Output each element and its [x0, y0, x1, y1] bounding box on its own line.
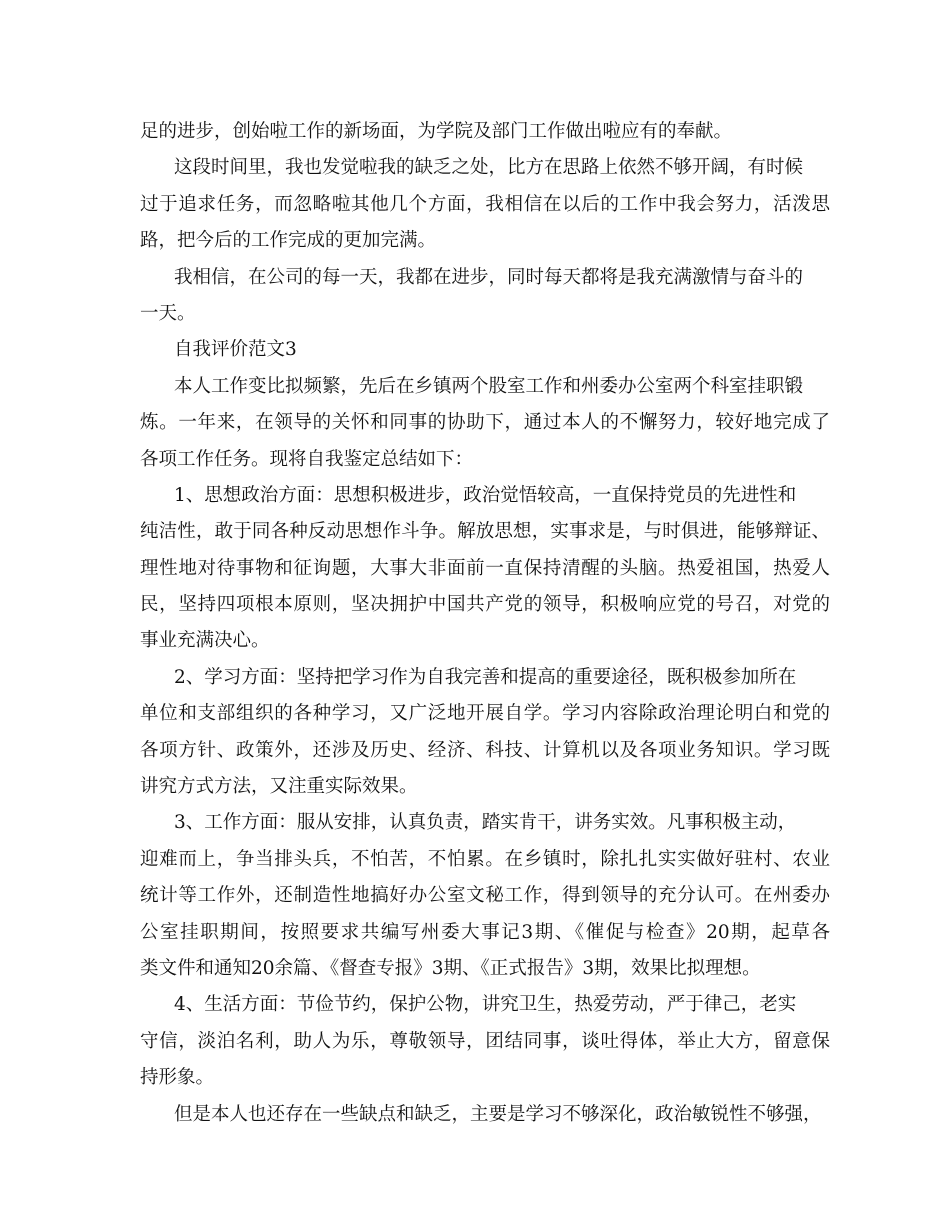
paragraph-line: 但是本人也还存在一些缺点和缺乏，主要是学习不够深化，政治敏锐性不够强，	[174, 1103, 822, 1125]
paragraph-line: 本人工作变比拟频繁，先后在乡镇两个股室工作和州委办公室两个科室挂职锻	[174, 375, 804, 397]
paragraph-line: 炼。一年来，在领导的关怀和同事的协助下，通过本人的不懈努力，较好地完成了	[140, 412, 830, 434]
paragraph-line: 理性地对待事物和征询题，大事大非面前一直保持清醒的头脑。热爱祖国，热爱人	[140, 557, 830, 579]
paragraph-line: 路，把今后的工作完成的更加完满。	[140, 230, 437, 252]
paragraph-line: 4、生活方面：节俭节约，保护公物，讲究卫生，热爱劳动，严于律己，老实	[174, 994, 797, 1016]
paragraph-line: 类文件和通知20余篇、《督查专报》3期、《正式报告》3期，效果比拟理想。	[140, 957, 761, 979]
paragraph-line: 一天。	[140, 302, 196, 324]
paragraph-line: 公室挂职期间，按照要求共编写州委大事记3期、《催促与检查》20期，起草各	[140, 921, 830, 943]
paragraph-line: 纯洁性，敢于同各种反动思想作斗争。解放思想，实事求是，与时俱进，能够辩证、	[140, 521, 830, 543]
paragraph-line: 2、学习方面：坚持把学习作为自我完善和提高的重要途径，既积极参加所在	[174, 666, 797, 688]
paragraph-line: 持形象。	[140, 1067, 215, 1089]
paragraph-line: 讲究方式方法，又注重实际效果。	[140, 776, 418, 798]
paragraph-line: 统计等工作外，还制造性地搞好办公室文秘工作，得到领导的充分认可。在州委办	[140, 885, 830, 907]
paragraph-line: 各项工作任务。现将自我鉴定总结如下：	[140, 448, 474, 470]
paragraph-line: 单位和支部组织的各种学习，又广泛地开展自学。学习内容除政治理论明白和党的	[140, 703, 830, 725]
paragraph-line: 守信，淡泊名利，助人为乐，尊敬领导，团结同事，谈吐得体，举止大方，留意保	[140, 1030, 830, 1052]
paragraph-line: 足的进步，创始啦工作的新场面，为学院及部门工作做出啦应有的奉献。	[140, 121, 733, 142]
section-heading: 自我评价范文3	[174, 339, 297, 361]
paragraph-line: 民，坚持四项根本原则，坚决拥护中国共产党的领导，积极响应党的号召，对党的	[140, 594, 830, 616]
paragraph-line: 事业充满决心。	[140, 630, 270, 652]
paragraph-line: 3、工作方面：服从安排，认真负责，踏实肯干，讲务实效。凡事积极主动，	[174, 812, 797, 834]
paragraph-line: 我相信，在公司的每一天，我都在进步，同时每天都将是我充满激情与奋斗的	[174, 266, 804, 288]
paragraph-line: 过于追求任务，而忽略啦其他几个方面，我相信在以后的工作中我会努力，活泼思	[140, 193, 830, 215]
body-text	[140, 114, 830, 1133]
paragraph-line: 1、思想政治方面：思想积极进步，政治觉悟较高，一直保持党员的先进性和	[174, 484, 797, 506]
paragraph-line: 各项方针、政策外，还涉及历史、经济、科技、计算机以及各项业务知识。学习既	[140, 739, 830, 761]
paragraph-line: 这段时间里，我也发觉啦我的缺乏之处，比方在思路上依然不够开阔，有时候	[174, 157, 804, 179]
paragraph-line: 迎难而上，争当排头兵，不怕苦，不怕累。在乡镇时，除扎扎实实做好驻村、农业	[140, 848, 830, 870]
